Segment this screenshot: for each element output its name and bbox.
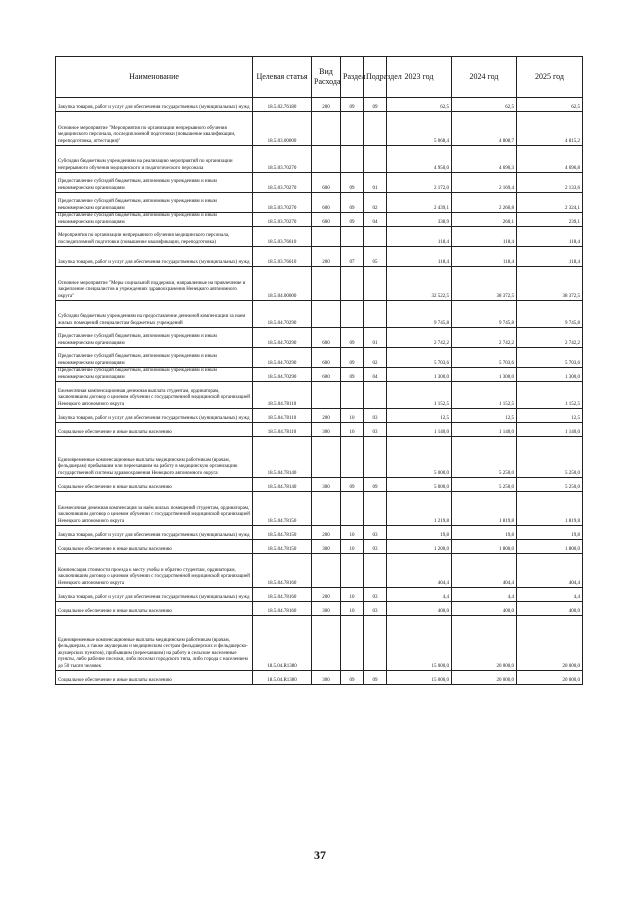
row-name: Предоставление субсидий бюджетным, автономным учреждениям и иным некоммерческим организациям [56, 213, 253, 227]
row-section: 09 [341, 98, 364, 112]
row-2025: 12,5 [517, 409, 583, 423]
table-row [56, 409, 583, 423]
row-expense-type [312, 146, 341, 173]
row-target-article: 18.5.04.78110 [253, 423, 312, 437]
row-2025: 1 152,5 [517, 382, 583, 409]
row-2023: 62,5 [387, 98, 452, 112]
row-subsection: 09 [364, 671, 387, 685]
header-2023: 2023 год [387, 57, 452, 98]
row-name: Социальное обеспечение и иные выплаты населению [56, 671, 253, 685]
row-expense-type: 600 [312, 193, 341, 213]
row-2024: 260,1 [452, 213, 517, 227]
table-row [56, 492, 583, 526]
row-target-article: 18.5.04.78150 [253, 540, 312, 554]
row-target-article: 18.5.04.70290 [253, 368, 312, 382]
row-2025: 5 250,0 [517, 437, 583, 478]
row-2025: 1 300,0 [517, 368, 583, 382]
row-2024: 38 372,5 [452, 267, 517, 301]
row-2023: 4 950,0 [387, 146, 452, 173]
row-expense-type: 600 [312, 328, 341, 348]
header-name: Наименование [56, 57, 253, 98]
row-2023: 2 742,2 [387, 328, 452, 348]
row-2025: 400,0 [517, 602, 583, 616]
table-row [56, 301, 583, 328]
row-2025: 2 133,6 [517, 173, 583, 193]
row-2024: 20 000,0 [452, 671, 517, 685]
row-subsection: 02 [364, 193, 387, 213]
row-2024: 1 819,8 [452, 492, 517, 526]
row-2023: 338,9 [387, 213, 452, 227]
row-expense-type: 600 [312, 348, 341, 368]
row-section [341, 616, 364, 671]
row-subsection [364, 112, 387, 146]
row-subsection [364, 267, 387, 301]
row-name: Социальное обеспечение и иные выплаты населению [56, 478, 253, 492]
row-2025: 2 742,2 [517, 328, 583, 348]
row-expense-type [312, 112, 341, 146]
row-section: 09 [341, 478, 364, 492]
row-2024: 5 703,6 [452, 348, 517, 368]
row-2024: 404,4 [452, 554, 517, 588]
table-row [56, 478, 583, 492]
row-expense-type: 300 [312, 478, 341, 492]
row-2024: 2 169,4 [452, 173, 517, 193]
row-section: 10 [341, 540, 364, 554]
row-expense-type [312, 437, 341, 478]
row-2024: 5 250,0 [452, 437, 517, 478]
row-subsection [364, 554, 387, 588]
row-2023: 118,4 [387, 227, 452, 247]
row-target-article: 18.5.03.76610 [253, 227, 312, 247]
row-section: 10 [341, 588, 364, 602]
row-subsection: 04 [364, 368, 387, 382]
row-target-article: 18.5.04.78110 [253, 409, 312, 423]
row-subsection: 02 [364, 348, 387, 368]
row-section: 09 [341, 213, 364, 227]
row-expense-type [312, 267, 341, 301]
row-expense-type: 300 [312, 671, 341, 685]
row-2025: 118,4 [517, 227, 583, 247]
row-expense-type [312, 492, 341, 526]
row-name: Закупка товаров, работ и услуг для обеспечения государственных (муниципальных) нужд [56, 409, 253, 423]
row-section: 09 [341, 348, 364, 368]
row-section: 09 [341, 368, 364, 382]
row-name: Социальное обеспечение и иные выплаты населению [56, 602, 253, 616]
row-2023: 9 745,8 [387, 301, 452, 328]
table-body [56, 98, 583, 685]
row-name: Ежемесячная компенсационная денежная выплата студентам, ординаторам, заключившим договор о целевом обучении с государственной медицинской организацией Ненецкого автономного округа [56, 382, 253, 409]
row-target-article: 18.5.03.76610 [253, 247, 312, 267]
row-name: Мероприятия по организации непрерывного обучения медицинского персонала, последипломной подготовки (повышение квалификации, переподготовка) [56, 227, 253, 247]
row-target-article: 18.5.04.00000 [253, 267, 312, 301]
row-expense-type: 200 [312, 247, 341, 267]
row-section: 10 [341, 602, 364, 616]
row-2025: 4 696,8 [517, 146, 583, 173]
row-expense-type: 200 [312, 526, 341, 540]
table-row [56, 437, 583, 478]
row-2023: 5 703,6 [387, 348, 452, 368]
row-2023: 19,8 [387, 526, 452, 540]
row-subsection: 03 [364, 602, 387, 616]
row-2023: 2 439,1 [387, 193, 452, 213]
row-2025: 9 745,8 [517, 301, 583, 328]
row-2023: 15 000,0 [387, 671, 452, 685]
row-expense-type [312, 616, 341, 671]
row-name: Закупка товаров, работ и услуг для обеспечения государственных (муниципальных) нужд [56, 98, 253, 112]
row-2024: 4 808,7 [452, 112, 517, 146]
row-section [341, 267, 364, 301]
row-subsection [364, 492, 387, 526]
row-target-article: 18.5.03.70270 [253, 173, 312, 193]
table-row [56, 382, 583, 409]
row-section [341, 382, 364, 409]
row-target-article: 18.5.04.78150 [253, 492, 312, 526]
row-name: Единовременные компенсационные выплаты медицинским работникам (врачам, фельдшерам, а также акушеркам и медицинским сестрам фельдшерских и фельдшерско-акушерских пунктов), прибывшим (переехавшим) на работу в сельские населенные пункты, либо рабочие поселки, либо поселки городского типа, либо города с населением до 50 тысяч человек [56, 616, 253, 671]
row-subsection: 09 [364, 478, 387, 492]
row-subsection: 03 [364, 588, 387, 602]
row-subsection: 01 [364, 328, 387, 348]
row-expense-type [312, 382, 341, 409]
row-section: 07 [341, 247, 364, 267]
header-2025: 2025 год [517, 57, 583, 98]
table-row [56, 227, 583, 247]
row-2024: 20 000,0 [452, 616, 517, 671]
row-name: Закупка товаров, работ и услуг для обеспечения государственных (муниципальных) нужд [56, 588, 253, 602]
row-2023: 4,4 [387, 588, 452, 602]
row-2023: 1 152,5 [387, 382, 452, 409]
header-section: Раздел [341, 57, 364, 98]
table-row [56, 671, 583, 685]
row-2023: 12,5 [387, 409, 452, 423]
row-2024: 2 742,2 [452, 328, 517, 348]
row-target-article: 18.5.04.78140 [253, 437, 312, 478]
row-section [341, 554, 364, 588]
row-2023: 118,4 [387, 247, 452, 267]
row-target-article: 18.5.04.78110 [253, 382, 312, 409]
row-section [341, 112, 364, 146]
row-2023: 32 522,5 [387, 267, 452, 301]
row-2025: 4 815,2 [517, 112, 583, 146]
row-section [341, 492, 364, 526]
table-row [56, 602, 583, 616]
row-2024: 5 250,0 [452, 478, 517, 492]
table-row [56, 328, 583, 348]
row-2025: 1 819,8 [517, 492, 583, 526]
table-row [56, 554, 583, 588]
table-row [56, 112, 583, 146]
row-2023: 15 000,0 [387, 616, 452, 671]
row-2023: 400,0 [387, 602, 452, 616]
row-2025: 118,4 [517, 247, 583, 267]
row-2025: 2 324,1 [517, 193, 583, 213]
row-subsection: 03 [364, 540, 387, 554]
row-expense-type: 300 [312, 540, 341, 554]
row-expense-type: 600 [312, 368, 341, 382]
row-expense-type: 200 [312, 98, 341, 112]
header-2024: 2024 год [452, 57, 517, 98]
row-2025: 5 703,6 [517, 348, 583, 368]
row-expense-type: 600 [312, 213, 341, 227]
row-expense-type [312, 301, 341, 328]
row-2024: 62,5 [452, 98, 517, 112]
row-subsection: 03 [364, 423, 387, 437]
table-row [56, 267, 583, 301]
row-section: 10 [341, 526, 364, 540]
row-2025: 239,1 [517, 213, 583, 227]
table-row [56, 348, 583, 368]
row-2025: 404,4 [517, 554, 583, 588]
row-name: Предоставление субсидий бюджетным, автономным учреждениям и иным некоммерческим организациям [56, 328, 253, 348]
row-target-article: 18.5.04.78160 [253, 602, 312, 616]
table-header-row [56, 57, 583, 98]
row-section: 10 [341, 423, 364, 437]
budget-table-container [55, 56, 582, 685]
row-section [341, 146, 364, 173]
row-target-article: 18.5.04.78160 [253, 588, 312, 602]
row-2025: 1 800,0 [517, 540, 583, 554]
row-expense-type: 200 [312, 588, 341, 602]
table-row [56, 98, 583, 112]
row-2023: 2 172,0 [387, 173, 452, 193]
row-name: Ежемесячная денежная компенсация за наём жилых помещений студентам, ординаторам, заключившим договор о целевом обучении с государственной медицинской организацией Ненецкого автономного округа [56, 492, 253, 526]
row-section [341, 227, 364, 247]
row-2024: 1 300,0 [452, 368, 517, 382]
row-2024: 1 800,0 [452, 540, 517, 554]
row-target-article: 18.5.04.70290 [253, 301, 312, 328]
row-2024: 2 260,8 [452, 193, 517, 213]
row-subsection: 01 [364, 173, 387, 193]
table-row [56, 193, 583, 213]
row-section: 10 [341, 409, 364, 423]
row-target-article: 18.5.04.R1380 [253, 616, 312, 671]
row-target-article: 18.5.04.78150 [253, 526, 312, 540]
row-subsection [364, 301, 387, 328]
row-section: 09 [341, 173, 364, 193]
row-2023: 404,4 [387, 554, 452, 588]
row-2023: 1 140,0 [387, 423, 452, 437]
row-name: Закупка товаров, работ и услуг для обеспечения государственных (муниципальных) нужд [56, 247, 253, 267]
header-target-article: Целевая статья [253, 57, 312, 98]
row-target-article: 18.5.02.76180 [253, 98, 312, 112]
row-2025: 62,5 [517, 98, 583, 112]
budget-table [55, 56, 583, 685]
table-row [56, 247, 583, 267]
row-2024: 1 140,0 [452, 423, 517, 437]
row-2024: 9 745,8 [452, 301, 517, 328]
table-row [56, 540, 583, 554]
row-subsection [364, 437, 387, 478]
row-2024: 118,4 [452, 227, 517, 247]
row-2023: 5 068,4 [387, 112, 452, 146]
row-subsection: 09 [364, 98, 387, 112]
row-2025: 1 140,0 [517, 423, 583, 437]
row-expense-type [312, 227, 341, 247]
table-row [56, 146, 583, 173]
row-name: Предоставление субсидий бюджетным, автономным учреждениям и иным некоммерческим организациям [56, 368, 253, 382]
row-2023: 1 300,0 [387, 368, 452, 382]
row-target-article: 18.5.03.70270 [253, 146, 312, 173]
row-2025: 19,8 [517, 526, 583, 540]
row-2023: 5 000,0 [387, 437, 452, 478]
row-subsection: 04 [364, 213, 387, 227]
row-2023: 5 000,0 [387, 478, 452, 492]
table-row [56, 616, 583, 671]
row-subsection [364, 146, 387, 173]
row-name: Основное мероприятие "Мероприятия по организации непрерывного обучения медицинского персонала, последипломной подготовки (повышение квалификации, переподготовка, аттестация)" [56, 112, 253, 146]
row-target-article: 18.5.03.70270 [253, 193, 312, 213]
table-row [56, 526, 583, 540]
row-section [341, 301, 364, 328]
row-name: Социальное обеспечение и иные выплаты населению [56, 423, 253, 437]
row-expense-type: 300 [312, 602, 341, 616]
row-name: Компенсация стоимости проезда к месту учебы и обратно студентам, ординаторам, заключившим договор о целевом обучении с государственной медицинской организацией Ненецкого автономного округа [56, 554, 253, 588]
row-2024: 4,4 [452, 588, 517, 602]
row-section: 09 [341, 328, 364, 348]
row-name: Предоставление субсидий бюджетным, автономным учреждениям и иным некоммерческим организациям [56, 348, 253, 368]
header-subsection: Подраздел [364, 57, 387, 98]
row-subsection: 03 [364, 409, 387, 423]
row-expense-type: 600 [312, 173, 341, 193]
row-2025: 38 372,5 [517, 267, 583, 301]
row-section [341, 437, 364, 478]
row-name: Субсидии бюджетным учреждениям на реализацию мероприятий по организации непрерывного обучения медицинского и педагогического персонала [56, 146, 253, 173]
row-expense-type [312, 554, 341, 588]
row-2023: 1 219,8 [387, 492, 452, 526]
table-row [56, 423, 583, 437]
row-expense-type: 200 [312, 409, 341, 423]
row-2024: 118,4 [452, 247, 517, 267]
row-target-article: 18.5.04.70290 [253, 328, 312, 348]
row-target-article: 18.5.04.R1380 [253, 671, 312, 685]
row-section: 09 [341, 193, 364, 213]
row-2025: 20 000,0 [517, 616, 583, 671]
row-subsection: 05 [364, 247, 387, 267]
row-target-article: 18.5.03.70270 [253, 213, 312, 227]
row-subsection [364, 616, 387, 671]
header-expense-type: Вид Расхода [312, 57, 341, 98]
table-row [56, 213, 583, 227]
row-expense-type: 300 [312, 423, 341, 437]
page-number: 37 [314, 848, 326, 862]
table-row [56, 368, 583, 382]
row-target-article: 18.5.04.78160 [253, 554, 312, 588]
row-target-article: 18.5.03.00000 [253, 112, 312, 146]
table-row [56, 588, 583, 602]
table-row [56, 173, 583, 193]
row-name: Единовременные компенсационные выплаты медицинским работникам (врачам, фельдшерам) прибывшим или переехавшим на работу в медицинскую организацию государственной системы здравоохранения Ненецкого автономного округа [56, 437, 253, 478]
row-2025: 20 000,0 [517, 671, 583, 685]
row-2025: 4,4 [517, 588, 583, 602]
row-subsection [364, 227, 387, 247]
row-2024: 4 690,3 [452, 146, 517, 173]
row-2024: 12,5 [452, 409, 517, 423]
row-2024: 1 152,5 [452, 382, 517, 409]
row-2024: 19,8 [452, 526, 517, 540]
row-target-article: 18.5.04.70290 [253, 348, 312, 368]
row-subsection [364, 382, 387, 409]
row-2024: 400,0 [452, 602, 517, 616]
row-target-article: 18.5.04.78140 [253, 478, 312, 492]
row-section: 09 [341, 671, 364, 685]
row-name: Основное мероприятие "Меры социальной поддержки, направленные на привлечение и закрепление специалистов в учреждениях здравоохранения Ненецкого автономного округа" [56, 267, 253, 301]
row-name: Предоставление субсидий бюджетным, автономным учреждениям и иным некоммерческим организациям [56, 193, 253, 213]
row-name: Закупка товаров, работ и услуг для обеспечения государственных (муниципальных) нужд [56, 526, 253, 540]
row-2025: 5 250,0 [517, 478, 583, 492]
row-2023: 1 200,0 [387, 540, 452, 554]
row-name: Субсидии бюджетным учреждениям на предоставление денежной компенсации за наем жилых помещений специалистам бюджетных учреждений [56, 301, 253, 328]
row-subsection: 03 [364, 526, 387, 540]
row-name: Предоставление субсидий бюджетным, автономным учреждениям и иным некоммерческим организациям [56, 173, 253, 193]
row-name: Социальное обеспечение и иные выплаты населению [56, 540, 253, 554]
